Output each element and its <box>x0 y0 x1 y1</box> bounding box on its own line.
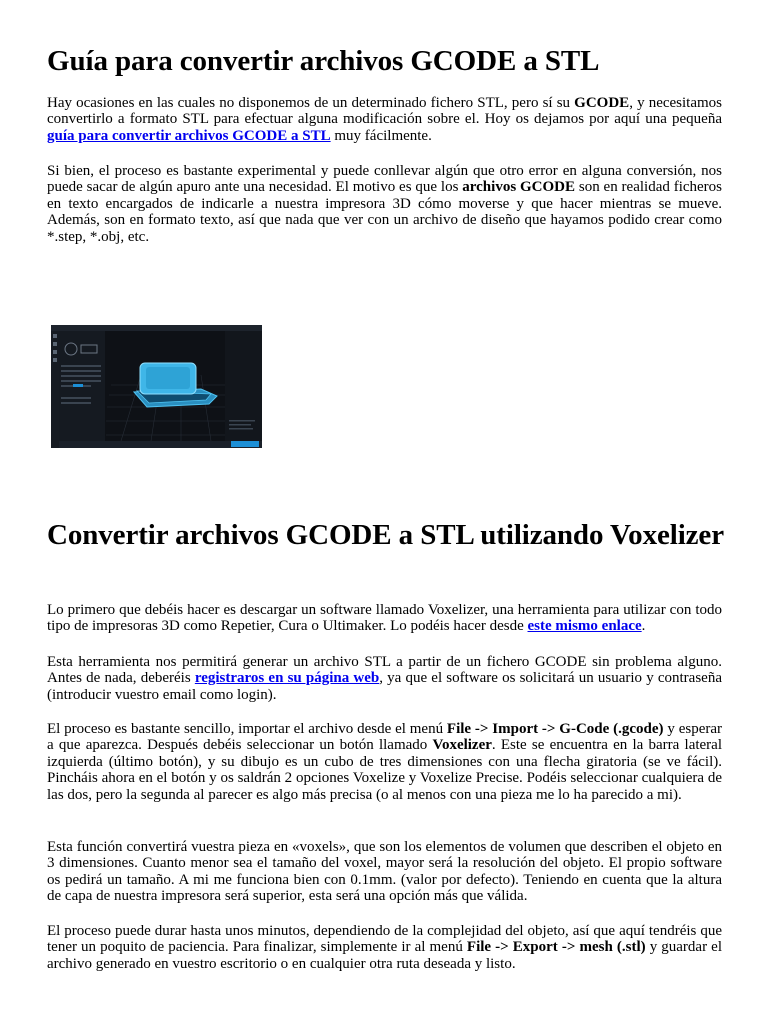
bold-text: archivos GCODE <box>462 179 576 196</box>
text: Esta función convertirá vuestra pieza en «voxels», que son los elementos de volumen que describen el objeto en 3 dimensiones. Cuanto menor sea el tamaño del voxel, mayor será la resolución del objeto. El propio software os pedirá un tamaño. A mi me funciona bien con 0.1mm. (valor por defecto). Teniendo en cuenta que la altura de capa de nuestra impresora será superior, esta será una opción más que válida. <box>47 839 722 905</box>
bold-text: GCODE <box>574 95 630 111</box>
register-paragraph <box>47 654 722 703</box>
section-heading: Convertir archivos GCODE a STL utilizando Voxelizer <box>47 519 724 551</box>
explanation-paragraph <box>47 163 722 245</box>
intro-paragraph <box>47 95 722 144</box>
text: . Este se encuentra en la barra lateral izquierda (último botón), y su dibujo es un cubo de tres dimensiones con una flecha giratoria (se ve fácil). Pincháis ahora en el botón y os saldrán 2 opciones Voxelize y Voxelize Precise. Podéis seleccionar cualquiera de las dos, pero la segunda al parecer es algo más precisa (o al menos con una pieza me lo ha parecido a mi). <box>47 737 722 803</box>
voxelizer-screenshot <box>51 325 262 448</box>
model-viewport <box>51 325 262 448</box>
register-link[interactable]: registraros en su página web <box>194 670 380 687</box>
text: , ya que el software os solicitará un usuario y contraseña (introducir vuestro email como login). <box>47 670 722 703</box>
bold-text: File -> Import -> G-Code (.gcode) <box>446 721 664 737</box>
download-paragraph <box>47 602 722 635</box>
bold-text: Voxelizer <box>432 737 492 754</box>
text: y esperar a que aparezca. Después debéis seleccionar un botón llamado <box>47 721 723 754</box>
text: Esta herramienta nos permitirá generar un archivo STL a partir de un fichero GCODE sin problema alguno. Antes de nada, deberéis <box>47 654 722 687</box>
text: El proceso puede durar hasta unos minutos, dependiendo de la complejidad del objeto, así que aquí tendréis que tener un poquito de paciencia. Para finalizar, simplemente ir al menú <box>47 923 722 956</box>
text: Si bien, el proceso es bastante experimental y puede conllevar algún que otro error en alguna conversión, nos puede sacar de algún apuro ante una necesidad. El motivo es que los <box>47 163 722 196</box>
text: muy fácilmente. <box>330 127 432 144</box>
text: Lo primero que debéis hacer es descargar un software llamado Voxelizer, una herramienta para utilizar con todo tipo de impresoras 3D como Repetier, Cura o Ultimaker. Lo podéis hacer desde <box>47 602 722 635</box>
voxels-paragraph <box>47 839 722 905</box>
text: El proceso es bastante sencillo, importar el archivo desde el menú <box>47 721 447 737</box>
process-paragraph <box>47 721 722 803</box>
text: Hay ocasiones en las cuales no disponemos de un determinado fichero STL, pero sí su <box>47 95 575 111</box>
text: , y necesitamos convertirlo a formato STL para efectuar alguna modificación sobre el. Hoy os dejamos por aquí una pequeña <box>47 95 722 128</box>
download-link[interactable]: este mismo enlace <box>527 618 642 635</box>
text: . <box>641 618 646 635</box>
text: y guardar el archivo generado en vuestro escritorio o en cualquier otra ruta deseada y listo. <box>47 939 722 972</box>
guide-link[interactable]: guía para convertir archivos GCODE a STL <box>47 127 331 144</box>
export-paragraph <box>47 923 722 972</box>
text: son en realidad ficheros en texto encargados de indicarle a nuestra impresora 3D cómo moverse y que hacer mientras se mueve. Además, son en formato texto, así que nada que ver con un archivo de diseño que hayamos podido crear como *.step, *.obj, etc. <box>47 179 723 245</box>
page-title: Guía para convertir archivos GCODE a STL <box>47 45 600 77</box>
bold-text: File -> Export -> mesh (.stl) <box>466 939 646 956</box>
